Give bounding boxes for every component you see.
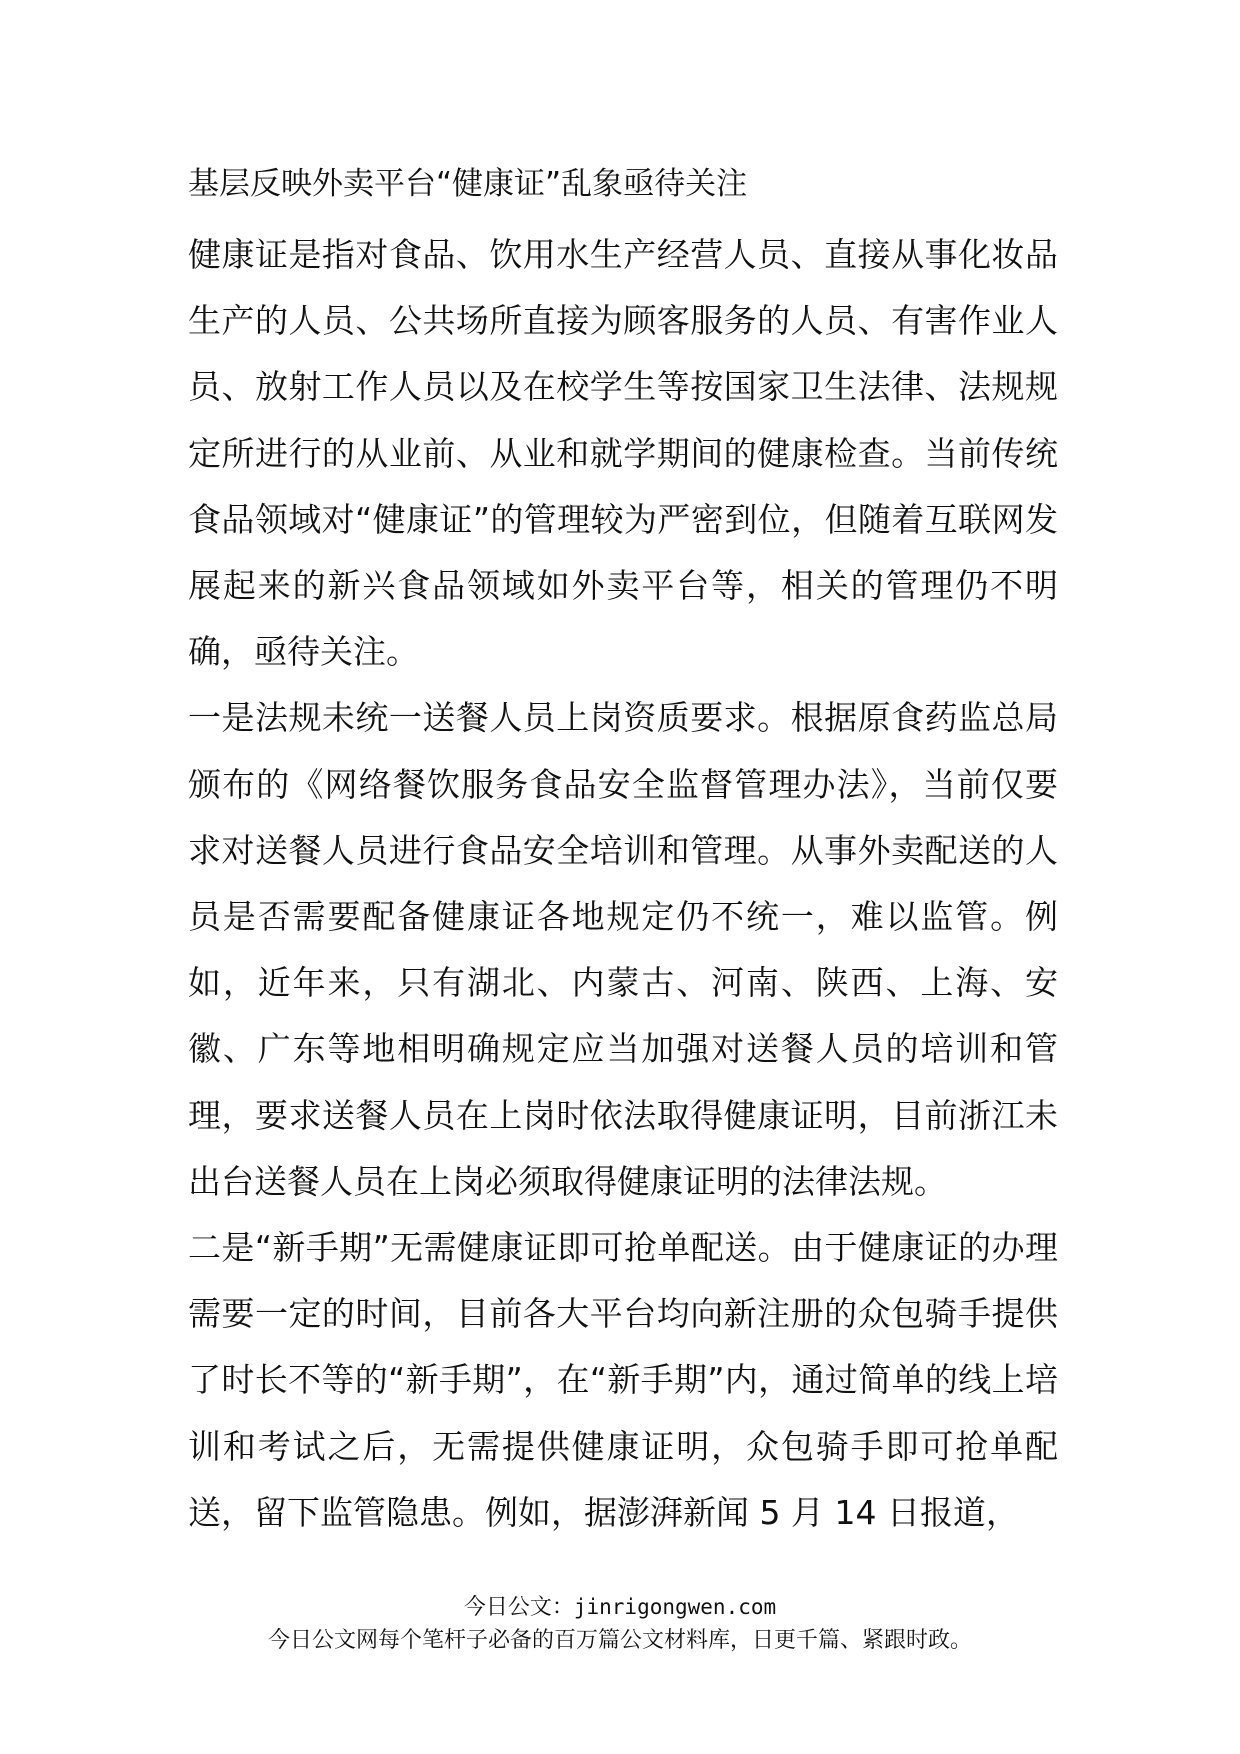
paragraph-intro: 健康证是指对食品、饮用水生产经营人员、直接从事化妆品生产的人员、公共场所直接为顾客服务的人员、有害作业人员、放射工作人员以及在校学生等按国家卫生法律、法规规定所进行的从业前、从业和就学期间的健康检查。当前传统食品领域对“健康证”的管理较为严密到位，但随着互联网发展起来的新兴食品领域如外卖平台等，相关的管理仍不明确，亟待关注。 [188, 235, 1058, 672]
footer-site-line [0, 1592, 1240, 1623]
footer-site-url[interactable]: jinrigongwen.com [573, 1595, 777, 1619]
document-body [188, 222, 1058, 1546]
footer-site-label: 今日公文： [463, 1595, 574, 1620]
footer-slogan: 今日公文网每个笔杆子必备的百万篇公文材料库，日更千篇、紧跟时政。 [267, 1628, 972, 1653]
document-title: 基层反映外卖平台“健康证”乱象亟待关注 [188, 166, 748, 202]
paragraph-point-two: 二是“新手期”无需健康证即可抢单配送。由于健康证的办理需要一定的时间，目前各大平台均向新注册的众包骑手提供了时长不等的“新手期”，在“新手期”内，通过简单的线上培训和考试之后，无需提供健康证明，众包骑手即可抢单配送，留下监管隐患。例如，据澎湃新闻 5 月 14 日报道， [188, 1228, 1058, 1532]
paragraph-point-one: 一是法规未统一送餐人员上岗资质要求。根据原食药监总局颁布的《网络餐饮服务食品安全监督管理办法》，当前仅要求对送餐人员进行食品安全培训和管理。从事外卖配送的人员是否需要配备健康证各地规定仍不统一，难以监管。例如，近年来，只有湖北、内蒙古、河南、陕西、上海、安徽、广东等地相明确规定应当加强对送餐人员的培训和管理，要求送餐人员在上岗时依法取得健康证明，目前浙江未出台送餐人员在上岗必须取得健康证明的法律法规。 [188, 698, 1058, 1201]
